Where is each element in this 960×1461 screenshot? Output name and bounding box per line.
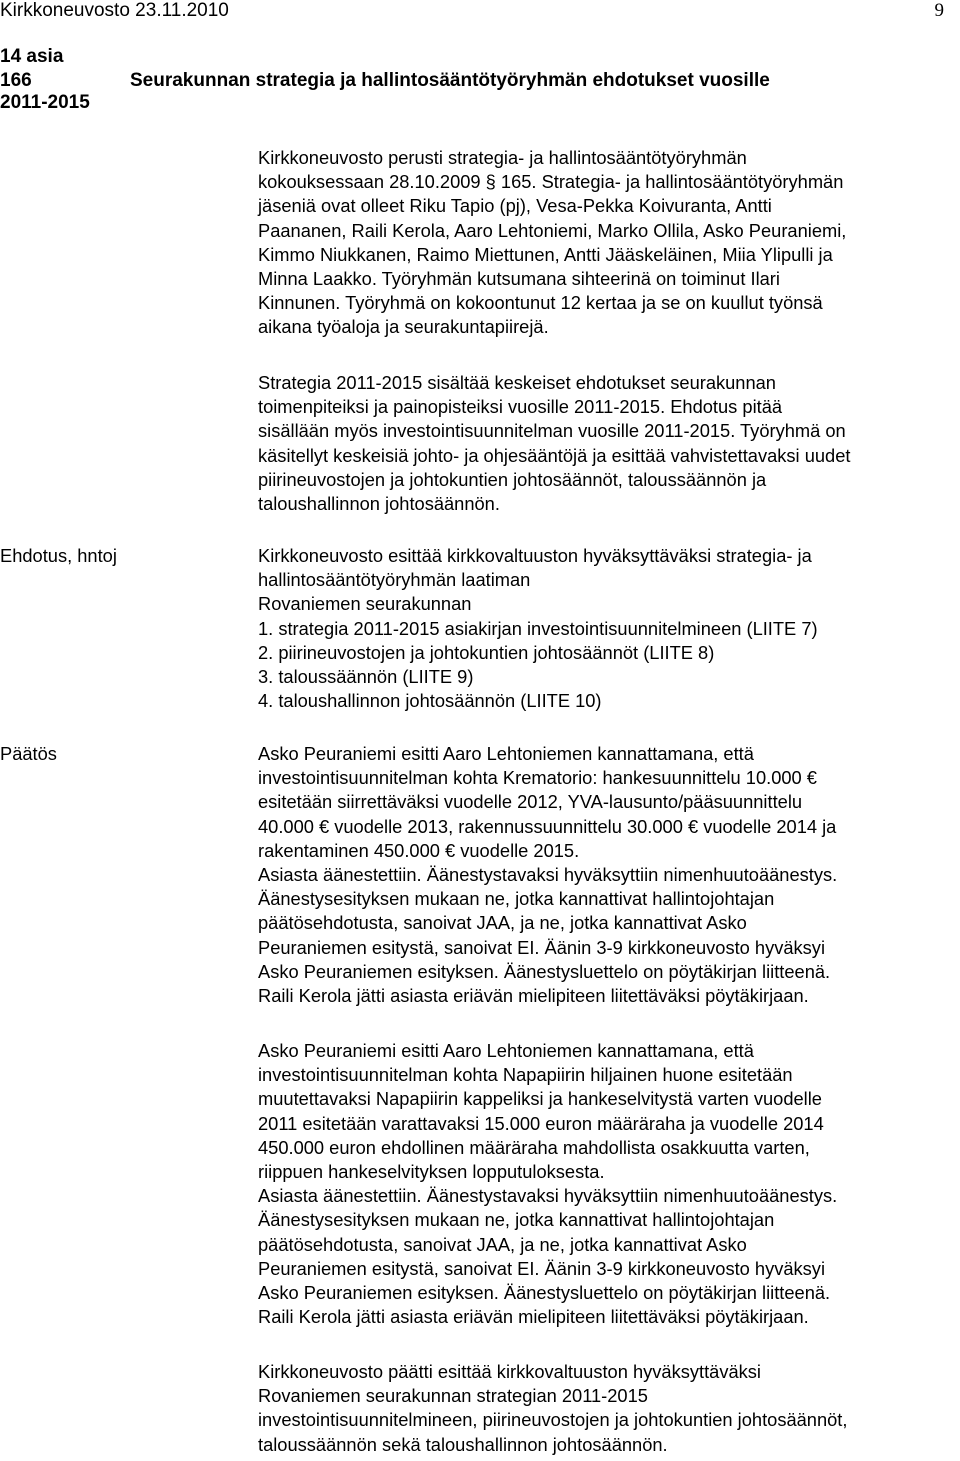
strategy-paragraph: [258, 371, 958, 516]
text-line: päätösehdotusta, sanoivat JAA, ja ne, jotka kannattivat Asko: [258, 1233, 747, 1255]
text-line: Paananen, Raili Kerola, Aaro Lehtoniemi, Marko Ollila, Asko Peuraniemi,: [258, 219, 847, 241]
agenda-title-line: 2011-2015: [0, 92, 90, 113]
agenda-title-line: Seurakunnan strategia ja hallintosääntötyöryhmän ehdotukset vuosille: [130, 70, 770, 91]
text-line: Raili Kerola jätti asiasta eriävän mielipiteen liitettäväksi pöytäkirjaan.: [258, 985, 809, 1007]
text-line: Asiasta äänestettiin. Äänestystavaksi hyväksyttiin nimenhuutoäänestys.: [258, 864, 838, 886]
text-line: Rovaniemen seurakunnan: [258, 593, 472, 615]
list-item: 1. strategia 2011-2015 asiakirjan investointisuunnitelmineen (LIITE 7): [258, 617, 818, 639]
decision-paragraph-3: [258, 1360, 958, 1457]
text-line: 450.000 euron ehdollinen määräraha mahdollista osakkuutta varten,: [258, 1136, 810, 1158]
agenda-count: 14 asia: [0, 46, 64, 67]
list-item: 2. piirineuvostojen ja johtokuntien johtosäännöt (LIITE 8): [258, 641, 715, 663]
text-line: toimenpiteiksi ja painopisteiksi vuosille 2011-2015. Ehdotus pitää: [258, 396, 783, 418]
decision-paragraph-2: [258, 1039, 958, 1329]
text-line: investointisuunnitelman kohta Krematorio: hankesuunnittelu 10.000 €: [258, 767, 817, 789]
proposal-paragraph: [258, 544, 958, 713]
decision-paragraph-1: [258, 742, 958, 1008]
text-line: 40.000 € vuodelle 2013, rakennussuunnittelu 30.000 € vuodelle 2014 ja: [258, 815, 837, 837]
text-line: investointisuunnitelmineen, piirineuvostojen ja johtokuntien johtosäännöt,: [258, 1409, 848, 1431]
text-line: taloussäännön sekä taloushallinnon johtosäännön.: [258, 1433, 668, 1455]
text-line: taloushallinnon johtosäännön.: [258, 493, 500, 515]
page-header: [0, 0, 960, 24]
list-item: 3. taloussäännön (LIITE 9): [258, 666, 474, 688]
text-line: Raili Kerola jätti asiasta eriävän mielipiteen liitettäväksi pöytäkirjaan.: [258, 1306, 809, 1328]
text-line: Rovaniemen seurakunnan strategian 2011-2015: [258, 1385, 648, 1407]
text-line: Kirkkoneuvosto perusti strategia- ja hallintosääntötyöryhmän: [258, 147, 747, 168]
proposal-label: Ehdotus, hntoj: [0, 545, 117, 566]
decision-label: Päätös: [0, 743, 57, 764]
text-line: Äänestysesityksen mukaan ne, jotka kannattivat hallintojohtajan: [258, 1209, 775, 1231]
list-item: 4. taloushallinnon johtosäännön (LIITE 10): [258, 690, 602, 712]
text-line: Asko Peuraniemen esityksen. Äänestysluettelo on pöytäkirjan liitteenä.: [258, 1282, 831, 1304]
text-line: päätösehdotusta, sanoivat JAA, ja ne, jotka kannattivat Asko: [258, 912, 747, 934]
text-line: Asiasta äänestettiin. Äänestystavaksi hyväksyttiin nimenhuutoäänestys.: [258, 1185, 838, 1207]
agenda-item-number: 166: [0, 70, 32, 91]
text-line: hallintosääntötyöryhmän laatiman: [258, 569, 531, 591]
text-line: Strategia 2011-2015 sisältää keskeiset ehdotukset seurakunnan: [258, 372, 776, 393]
page-number: 9: [934, 0, 944, 21]
document-header-title: Kirkkoneuvosto 23.11.2010: [0, 0, 229, 21]
text-line: Asko Peuraniemen esityksen. Äänestysluettelo on pöytäkirjan liitteenä.: [258, 960, 831, 982]
text-line: sisällään myös investointisuunnitelman vuosille 2011-2015. Työryhmä on: [258, 420, 846, 442]
text-line: investointisuunnitelman kohta Napapiirin hiljainen huone esitetään: [258, 1064, 793, 1086]
text-line: Kimmo Niukkanen, Raimo Miettunen, Antti Jääskeläinen, Miia Ylipulli ja: [258, 243, 833, 265]
text-line: käsitellyt keskeisiä johto- ja ohjesääntöjä ja esittää vahvistettavaksi uudet: [258, 444, 851, 466]
text-line: aikana työaloja ja seurakuntapiirejä.: [258, 316, 549, 338]
text-line: riippuen hankeselvityksen lopputuloksesta.: [258, 1161, 605, 1183]
text-line: Asko Peuraniemi esitti Aaro Lehtoniemen kannattamana, että: [258, 743, 754, 764]
text-line: Peuraniemen esitystä, sanoivat EI. Äänin 3-9 kirkkoneuvosto hyväksyi: [258, 1257, 826, 1279]
text-line: Kirkkoneuvosto esittää kirkkovaltuuston hyväksyttäväksi strategia- ja: [258, 545, 812, 566]
text-line: Asko Peuraniemi esitti Aaro Lehtoniemen kannattamana, että: [258, 1040, 754, 1061]
text-line: kokouksessaan 28.10.2009 § 165. Strategia- ja hallintosääntötyöryhmän: [258, 171, 844, 193]
intro-paragraph: [258, 146, 958, 340]
text-line: muutettavaksi Napapiirin kappeliksi ja hankeselvitystä varten vuodelle: [258, 1088, 822, 1110]
text-line: rakentaminen 450.000 € vuodelle 2015.: [258, 839, 580, 861]
text-line: piirineuvostojen ja johtokuntien johtosäännöt, taloussäännön ja: [258, 468, 767, 490]
text-line: Kirkkoneuvosto päätti esittää kirkkovaltuuston hyväksyttäväksi: [258, 1361, 761, 1382]
text-line: 2011 esitetään varattavaksi 15.000 euron määräraha ja vuodelle 2014: [258, 1112, 824, 1134]
text-line: Minna Laakko. Työryhmän kutsumana sihteerinä on toiminut Ilari: [258, 268, 780, 290]
text-line: jäseniä ovat olleet Riku Tapio (pj), Vesa-Pekka Koivuranta, Antti: [258, 195, 772, 217]
text-line: Äänestysesityksen mukaan ne, jotka kannattivat hallintojohtajan: [258, 888, 775, 910]
text-line: Peuraniemen esitystä, sanoivat EI. Äänin 3-9 kirkkoneuvosto hyväksyi: [258, 936, 826, 958]
text-line: Kinnunen. Työryhmä on kokoontunut 12 kertaa ja se on kuullut työnsä: [258, 292, 823, 314]
text-line: esitetään siirrettäväksi vuodelle 2012, YVA-lausunto/pääsuunnittelu: [258, 791, 803, 813]
